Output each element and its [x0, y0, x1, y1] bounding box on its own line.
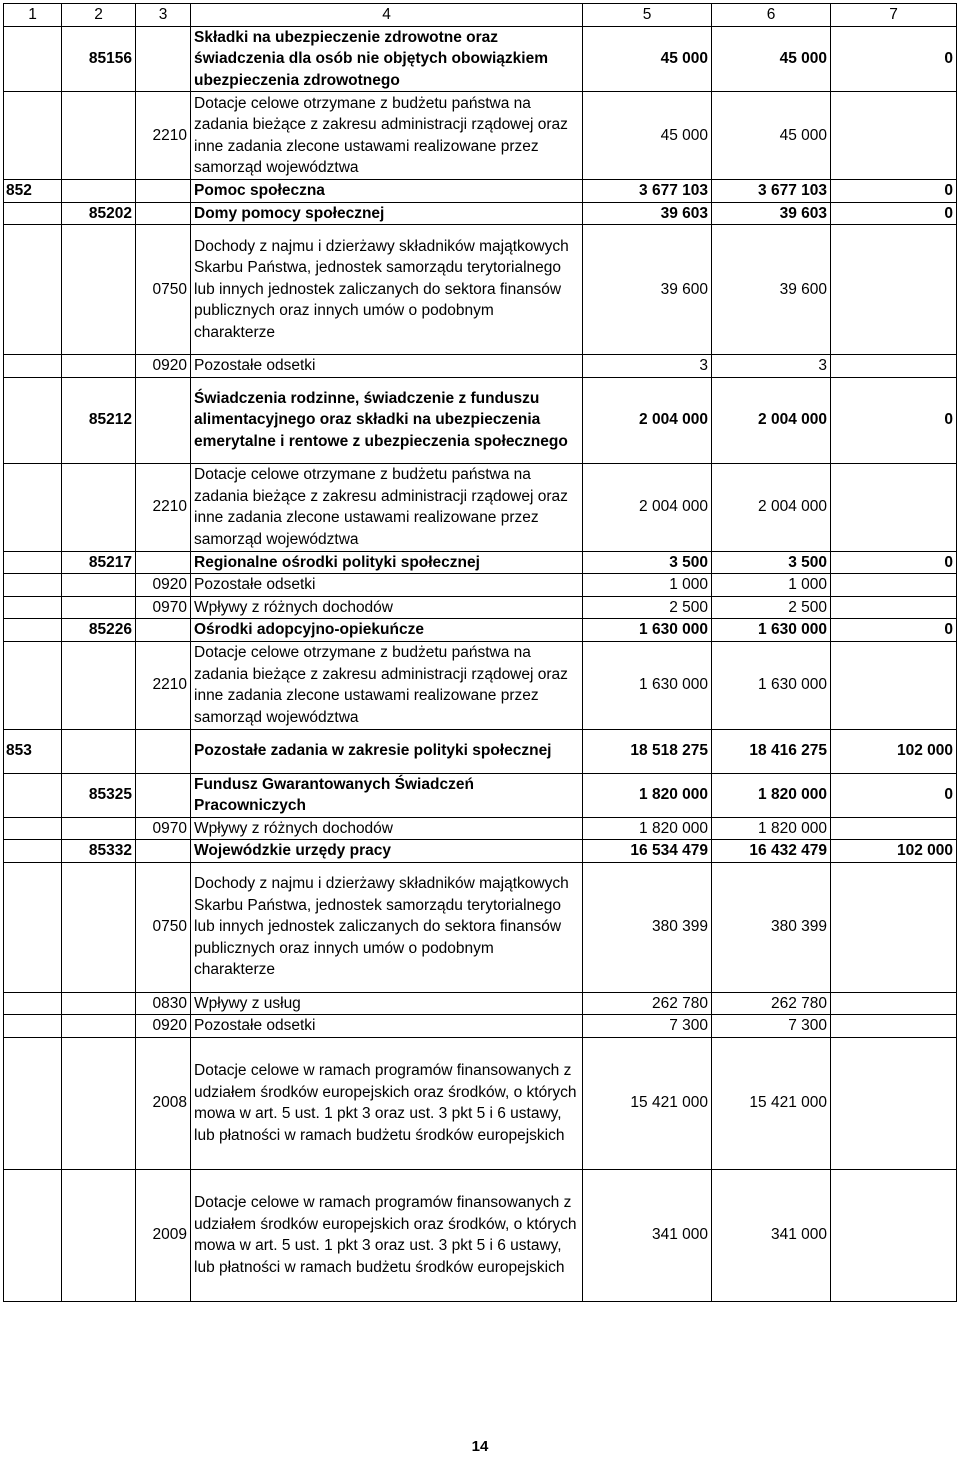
table-row — [4, 773, 957, 817]
paragraf-cell — [136, 619, 191, 642]
rozdzial-cell: 85217 — [62, 551, 136, 574]
amount-difference-cell — [831, 1015, 957, 1038]
amount-difference-cell: 0 — [831, 619, 957, 642]
amount-value-cell: 39 603 — [712, 202, 831, 225]
amount-value-cell: 1 820 000 — [712, 773, 831, 817]
amount-value-cell: 45 000 — [712, 26, 831, 92]
description-cell: Wpływy z różnych dochodów — [191, 596, 583, 619]
paragraf-cell — [136, 773, 191, 817]
dzial-cell — [4, 1037, 62, 1169]
amount-value-cell: 45 000 — [712, 92, 831, 180]
amount-plan-cell: 3 677 103 — [583, 180, 712, 203]
table-row — [4, 596, 957, 619]
rozdzial-cell: 85226 — [62, 619, 136, 642]
paragraf-cell — [136, 377, 191, 463]
description-cell: Dochody z najmu i dzierżawy składników majątkowych Skarbu Państwa, jednostek samorządu terytorialnego lub innych jednostek zaliczanych do sektora finansów publicznych oraz innych umów o podobnym charakterze — [191, 862, 583, 992]
table-row — [4, 377, 957, 463]
amount-plan-cell: 341 000 — [583, 1169, 712, 1301]
column-header: 2 — [62, 4, 136, 27]
description-cell: Dotacje celowe w ramach programów finansowanych z udziałem środków europejskich oraz środków, o których mowa w art. 5 ust. 1 pkt 3 oraz ust. 3 pkt 5 i 6 ustawy, lub płatności w ramach budżetu środków europejskich — [191, 1037, 583, 1169]
table-row — [4, 992, 957, 1015]
rozdzial-cell — [62, 1037, 136, 1169]
description-cell: Wpływy z usług — [191, 992, 583, 1015]
page-number: 14 — [471, 1438, 489, 1455]
column-header: 1 — [4, 4, 62, 27]
dzial-cell — [4, 619, 62, 642]
column-header: 6 — [712, 4, 831, 27]
description-cell: Wojewódzkie urzędy pracy — [191, 840, 583, 863]
amount-plan-cell: 39 603 — [583, 202, 712, 225]
amount-difference-cell — [831, 1169, 957, 1301]
paragraf-cell — [136, 202, 191, 225]
rozdzial-cell — [62, 180, 136, 203]
amount-difference-cell — [831, 355, 957, 378]
rozdzial-cell — [62, 1169, 136, 1301]
table-row — [4, 92, 957, 180]
amount-difference-cell — [831, 1037, 957, 1169]
amount-difference-cell: 0 — [831, 377, 957, 463]
paragraf-cell: 0970 — [136, 817, 191, 840]
description-cell: Składki na ubezpieczenie zdrowotne oraz świadczenia dla osób nie objętych obowiązkiem ubezpieczenia zdrowotnego — [191, 26, 583, 92]
rozdzial-cell — [62, 862, 136, 992]
amount-plan-cell: 2 004 000 — [583, 463, 712, 551]
paragraf-cell: 2210 — [136, 641, 191, 729]
rozdzial-cell — [62, 596, 136, 619]
description-cell: Dotacje celowe otrzymane z budżetu państwa na zadania bieżące z zakresu administracji rządowej oraz inne zadania zlecone ustawami realizowane przez samorząd województwa — [191, 92, 583, 180]
rozdzial-cell — [62, 992, 136, 1015]
amount-difference-cell — [831, 641, 957, 729]
description-cell: Regionalne ośrodki polityki społecznej — [191, 551, 583, 574]
amount-difference-cell — [831, 574, 957, 597]
paragraf-cell — [136, 180, 191, 203]
column-header: 5 — [583, 4, 712, 27]
amount-plan-cell: 2 004 000 — [583, 377, 712, 463]
amount-difference-cell — [831, 463, 957, 551]
amount-difference-cell: 102 000 — [831, 729, 957, 773]
amount-value-cell: 1 000 — [712, 574, 831, 597]
amount-difference-cell — [831, 596, 957, 619]
description-cell: Wpływy z różnych dochodów — [191, 817, 583, 840]
amount-value-cell: 3 677 103 — [712, 180, 831, 203]
amount-value-cell: 2 004 000 — [712, 377, 831, 463]
rozdzial-cell: 85202 — [62, 202, 136, 225]
amount-plan-cell: 18 518 275 — [583, 729, 712, 773]
amount-value-cell: 7 300 — [712, 1015, 831, 1038]
rozdzial-cell — [62, 225, 136, 355]
dzial-cell — [4, 862, 62, 992]
paragraf-cell — [136, 840, 191, 863]
paragraf-cell: 0920 — [136, 1015, 191, 1038]
description-cell: Pozostałe odsetki — [191, 355, 583, 378]
dzial-cell — [4, 992, 62, 1015]
description-cell: Pozostałe zadania w zakresie polityki społecznej — [191, 729, 583, 773]
description-cell: Dotacje celowe w ramach programów finansowanych z udziałem środków europejskich oraz środków, o których mowa w art. 5 ust. 1 pkt 3 oraz ust. 3 pkt 5 i 6 ustawy, lub płatności w ramach budżetu środków europejskich — [191, 1169, 583, 1301]
amount-plan-cell: 3 — [583, 355, 712, 378]
dzial-cell — [4, 355, 62, 378]
amount-plan-cell: 1 630 000 — [583, 641, 712, 729]
amount-plan-cell: 15 421 000 — [583, 1037, 712, 1169]
amount-difference-cell: 0 — [831, 202, 957, 225]
table-row — [4, 641, 957, 729]
table-row — [4, 26, 957, 92]
amount-value-cell: 262 780 — [712, 992, 831, 1015]
paragraf-cell: 2210 — [136, 92, 191, 180]
amount-plan-cell: 2 500 — [583, 596, 712, 619]
rozdzial-cell: 85156 — [62, 26, 136, 92]
rozdzial-cell: 85332 — [62, 840, 136, 863]
amount-difference-cell — [831, 225, 957, 355]
amount-difference-cell: 102 000 — [831, 840, 957, 863]
dzial-cell: 852 — [4, 180, 62, 203]
column-header-row — [4, 4, 957, 27]
paragraf-cell: 0750 — [136, 862, 191, 992]
dzial-cell — [4, 202, 62, 225]
description-cell: Domy pomocy społecznej — [191, 202, 583, 225]
table-row — [4, 225, 957, 355]
paragraf-cell — [136, 551, 191, 574]
amount-plan-cell: 1 000 — [583, 574, 712, 597]
amount-difference-cell — [831, 862, 957, 992]
description-cell: Pomoc społeczna — [191, 180, 583, 203]
rozdzial-cell — [62, 729, 136, 773]
table-row — [4, 180, 957, 203]
amount-difference-cell — [831, 92, 957, 180]
amount-value-cell: 16 432 479 — [712, 840, 831, 863]
amount-plan-cell: 16 534 479 — [583, 840, 712, 863]
description-cell: Pozostałe odsetki — [191, 1015, 583, 1038]
description-cell: Fundusz Gwarantowanych Świadczeń Pracowniczych — [191, 773, 583, 817]
rozdzial-cell — [62, 355, 136, 378]
amount-value-cell: 2 004 000 — [712, 463, 831, 551]
amount-value-cell: 15 421 000 — [712, 1037, 831, 1169]
description-cell: Świadczenia rodzinne, świadczenie z funduszu alimentacyjnego oraz składki na ubezpieczenia emerytalne i rentowe z ubezpieczenia społecznego — [191, 377, 583, 463]
dzial-cell: 853 — [4, 729, 62, 773]
paragraf-cell — [136, 729, 191, 773]
amount-difference-cell — [831, 992, 957, 1015]
dzial-cell — [4, 225, 62, 355]
table-row — [4, 202, 957, 225]
dzial-cell — [4, 551, 62, 574]
dzial-cell — [4, 92, 62, 180]
dzial-cell — [4, 377, 62, 463]
rozdzial-cell: 85325 — [62, 773, 136, 817]
description-cell: Pozostałe odsetki — [191, 574, 583, 597]
dzial-cell — [4, 26, 62, 92]
column-header: 7 — [831, 4, 957, 27]
dzial-cell — [4, 1169, 62, 1301]
table-row — [4, 840, 957, 863]
table-row — [4, 1169, 957, 1301]
amount-value-cell: 380 399 — [712, 862, 831, 992]
dzial-cell — [4, 773, 62, 817]
amount-plan-cell: 1 820 000 — [583, 773, 712, 817]
table-row — [4, 551, 957, 574]
description-cell: Ośrodki adopcyjno-opiekuńcze — [191, 619, 583, 642]
amount-difference-cell: 0 — [831, 180, 957, 203]
rozdzial-cell: 85212 — [62, 377, 136, 463]
amount-plan-cell: 1 630 000 — [583, 619, 712, 642]
paragraf-cell: 0970 — [136, 596, 191, 619]
paragraf-cell: 0830 — [136, 992, 191, 1015]
rozdzial-cell — [62, 641, 136, 729]
amount-value-cell: 1 820 000 — [712, 817, 831, 840]
rozdzial-cell — [62, 463, 136, 551]
rozdzial-cell — [62, 92, 136, 180]
amount-value-cell: 2 500 — [712, 596, 831, 619]
rozdzial-cell — [62, 574, 136, 597]
budget-table — [3, 3, 957, 1302]
amount-value-cell: 39 600 — [712, 225, 831, 355]
amount-plan-cell: 45 000 — [583, 26, 712, 92]
description-cell: Dotacje celowe otrzymane z budżetu państwa na zadania bieżące z zakresu administracji rządowej oraz inne zadania zlecone ustawami realizowane przez samorząd województwa — [191, 641, 583, 729]
amount-plan-cell: 39 600 — [583, 225, 712, 355]
paragraf-cell: 0920 — [136, 574, 191, 597]
amount-plan-cell: 1 820 000 — [583, 817, 712, 840]
dzial-cell — [4, 463, 62, 551]
amount-difference-cell: 0 — [831, 773, 957, 817]
table-row — [4, 1015, 957, 1038]
paragraf-cell: 0920 — [136, 355, 191, 378]
table-row — [4, 817, 957, 840]
table-row — [4, 1037, 957, 1169]
dzial-cell — [4, 817, 62, 840]
table-row — [4, 729, 957, 773]
paragraf-cell: 2009 — [136, 1169, 191, 1301]
amount-plan-cell: 262 780 — [583, 992, 712, 1015]
dzial-cell — [4, 840, 62, 863]
amount-value-cell: 341 000 — [712, 1169, 831, 1301]
amount-value-cell: 18 416 275 — [712, 729, 831, 773]
table-row — [4, 619, 957, 642]
description-cell: Dochody z najmu i dzierżawy składników majątkowych Skarbu Państwa, jednostek samorządu terytorialnego lub innych jednostek zaliczanych do sektora finansów publicznych oraz innych umów o podobnym charakterze — [191, 225, 583, 355]
dzial-cell — [4, 641, 62, 729]
rozdzial-cell — [62, 1015, 136, 1038]
amount-plan-cell: 380 399 — [583, 862, 712, 992]
amount-value-cell: 3 — [712, 355, 831, 378]
dzial-cell — [4, 596, 62, 619]
amount-plan-cell: 45 000 — [583, 92, 712, 180]
column-header: 3 — [136, 4, 191, 27]
table-row — [4, 862, 957, 992]
budget-table-body — [4, 4, 957, 1302]
paragraf-cell: 2008 — [136, 1037, 191, 1169]
amount-plan-cell: 7 300 — [583, 1015, 712, 1038]
description-cell: Dotacje celowe otrzymane z budżetu państwa na zadania bieżące z zakresu administracji rządowej oraz inne zadania zlecone ustawami realizowane przez samorząd województwa — [191, 463, 583, 551]
amount-value-cell: 1 630 000 — [712, 641, 831, 729]
amount-value-cell: 1 630 000 — [712, 619, 831, 642]
amount-difference-cell: 0 — [831, 26, 957, 92]
column-header: 4 — [191, 4, 583, 27]
table-row — [4, 355, 957, 378]
amount-difference-cell: 0 — [831, 551, 957, 574]
dzial-cell — [4, 574, 62, 597]
paragraf-cell: 2210 — [136, 463, 191, 551]
paragraf-cell — [136, 26, 191, 92]
amount-difference-cell — [831, 817, 957, 840]
amount-plan-cell: 3 500 — [583, 551, 712, 574]
rozdzial-cell — [62, 817, 136, 840]
dzial-cell — [4, 1015, 62, 1038]
paragraf-cell: 0750 — [136, 225, 191, 355]
amount-value-cell: 3 500 — [712, 551, 831, 574]
table-row — [4, 463, 957, 551]
table-row — [4, 574, 957, 597]
